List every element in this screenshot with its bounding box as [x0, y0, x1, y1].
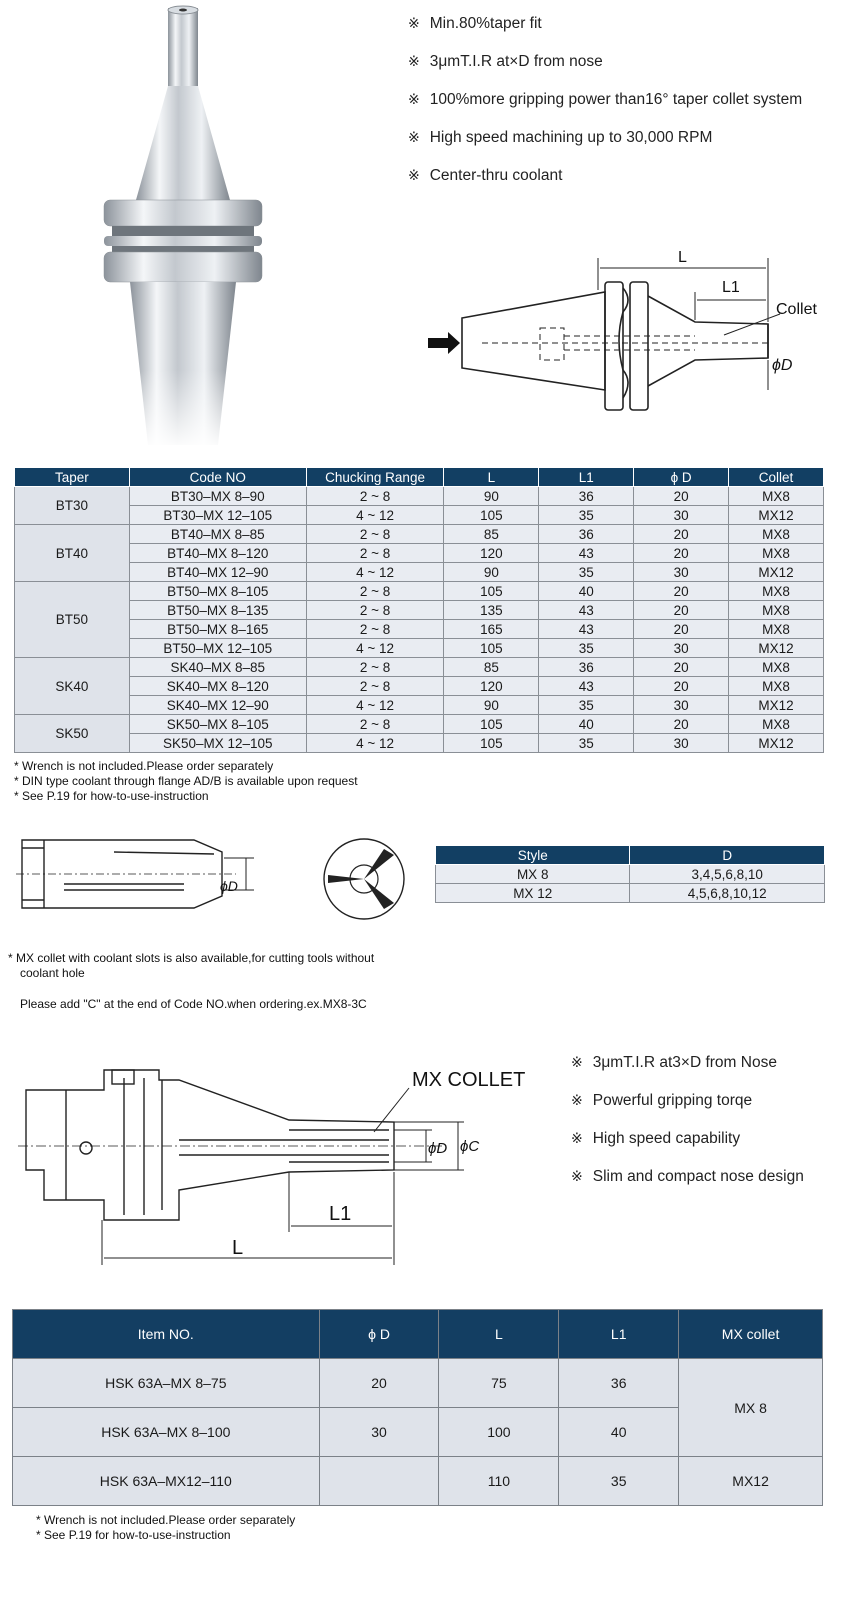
- table-cell: 3,4,5,6,8,10: [630, 865, 825, 884]
- phi-d-label: ϕD: [428, 1140, 448, 1157]
- column-header: Style: [436, 846, 630, 865]
- table-cell: 43: [539, 544, 634, 563]
- phi-d-label: ϕD: [772, 357, 793, 374]
- table-row: [15, 506, 824, 525]
- column-header: L: [444, 468, 539, 487]
- table-cell: 20: [634, 677, 729, 696]
- table-cell: MX 12: [436, 884, 630, 903]
- table-cell: BT50–MX 8–105: [129, 582, 306, 601]
- table-cell: 120: [444, 677, 539, 696]
- column-header: MX collet: [679, 1310, 823, 1359]
- table-row: [15, 563, 824, 582]
- table-row: [15, 677, 824, 696]
- table-cell: HSK 63A–MX 8–100: [13, 1408, 320, 1457]
- table-cell: MX8: [729, 582, 824, 601]
- table-cell: MX8: [729, 601, 824, 620]
- taper-cell: SK40: [15, 658, 130, 715]
- taper-cell: BT50: [15, 582, 130, 658]
- table-cell: HSK 63A–MX 8–75: [13, 1359, 320, 1408]
- table-cell: 100: [439, 1408, 559, 1457]
- table-cell: MX8: [729, 525, 824, 544]
- table-row: [15, 525, 824, 544]
- collet-style-table: [435, 845, 825, 903]
- feature-item: ※ Slim and compact nose design: [571, 1168, 804, 1185]
- taper-cell: SK50: [15, 715, 130, 753]
- table-cell: 40: [539, 582, 634, 601]
- dim-l-label: L: [232, 1237, 244, 1259]
- table-cell: MX12: [729, 506, 824, 525]
- table-cell: 43: [539, 620, 634, 639]
- table-cell: MX8: [729, 715, 824, 734]
- table-cell: 105: [444, 639, 539, 658]
- table-cell: 20: [634, 601, 729, 620]
- table-header-row: [15, 468, 824, 487]
- dim-l1-label: L1: [722, 279, 740, 296]
- table-cell: 2 ~ 8: [306, 525, 444, 544]
- footnote: * See P.19 for how-to-use-instruction: [14, 789, 209, 803]
- table-cell: 85: [444, 525, 539, 544]
- feature-item: ※ High speed machining up to 30,000 RPM: [408, 129, 713, 146]
- footnote: * See P.19 for how-to-use-instruction: [36, 1528, 231, 1542]
- column-header: ϕ D: [634, 468, 729, 487]
- hsk-spec-table: [12, 1309, 823, 1506]
- table-row: [13, 1359, 823, 1408]
- holder-dimension-diagram: [420, 240, 850, 430]
- column-header: L1: [539, 468, 634, 487]
- table-cell: 90: [444, 563, 539, 582]
- column-header: L1: [559, 1310, 679, 1359]
- table-cell: MX8: [729, 658, 824, 677]
- table-cell: BT30–MX 8–90: [129, 487, 306, 506]
- phi-d-label: ϕD: [220, 878, 238, 894]
- feature-item: ※ 3μmT.I.R at3×D from Nose: [571, 1054, 777, 1071]
- table-cell: BT30–MX 12–105: [129, 506, 306, 525]
- footnote: * MX collet with coolant slots is also available,for cutting tools without: [8, 951, 375, 965]
- table-cell: MX12: [729, 696, 824, 715]
- table-cell: 20: [634, 487, 729, 506]
- table-cell: MX12: [679, 1457, 823, 1506]
- collet-side-diagram: [14, 828, 264, 923]
- table-cell: 35: [539, 696, 634, 715]
- table-cell: 4 ~ 12: [306, 696, 444, 715]
- table-cell: 75: [439, 1359, 559, 1408]
- table-cell: 105: [444, 582, 539, 601]
- table-cell: 4 ~ 12: [306, 563, 444, 582]
- table-cell: 35: [539, 734, 634, 753]
- table-cell: MX12: [729, 734, 824, 753]
- table-cell: 20: [634, 715, 729, 734]
- table-row: [15, 734, 824, 753]
- table-cell: 36: [539, 525, 634, 544]
- table-cell: 30: [634, 563, 729, 582]
- table-cell: 2 ~ 8: [306, 601, 444, 620]
- table-cell: 135: [444, 601, 539, 620]
- table-cell: MX8: [729, 544, 824, 563]
- table-row: [15, 544, 824, 563]
- column-header: Collet: [729, 468, 824, 487]
- table-row: [15, 639, 824, 658]
- table-cell: 110: [439, 1457, 559, 1506]
- table-row: [15, 620, 824, 639]
- dim-l-label: L: [678, 249, 687, 266]
- feature-item: ※ Center-thru coolant: [408, 167, 563, 184]
- column-header: Chucking Range: [306, 468, 444, 487]
- column-header: L: [439, 1310, 559, 1359]
- table-cell: 35: [539, 506, 634, 525]
- taper-cell: BT30: [15, 487, 130, 525]
- table-cell: 43: [539, 601, 634, 620]
- feature-item: ※ 100%more gripping power than16° taper collet system: [408, 91, 803, 108]
- table-cell: 4 ~ 12: [306, 506, 444, 525]
- table-cell: SK40–MX 8–85: [129, 658, 306, 677]
- table-cell: MX8: [729, 677, 824, 696]
- table-row: [436, 884, 825, 903]
- feature-item: ※ High speed capability: [571, 1130, 741, 1147]
- table-cell: 20: [634, 544, 729, 563]
- table-row: [15, 658, 824, 677]
- table-row: [436, 865, 825, 884]
- table-cell: 30: [634, 734, 729, 753]
- table-cell: SK40–MX 8–120: [129, 677, 306, 696]
- feature-item: ※ Powerful gripping torqe: [571, 1092, 753, 1109]
- table-cell: BT50–MX 8–135: [129, 601, 306, 620]
- table-cell: 20: [319, 1359, 439, 1408]
- table-cell: 105: [444, 506, 539, 525]
- table-cell: SK40–MX 12–90: [129, 696, 306, 715]
- table-cell: 105: [444, 715, 539, 734]
- table-row: [15, 582, 824, 601]
- table-cell: MX8: [729, 620, 824, 639]
- table-cell: 20: [634, 582, 729, 601]
- table-cell: BT40–MX 12–90: [129, 563, 306, 582]
- mx-collet-label: MX COLLET: [412, 1069, 526, 1091]
- table-cell: 2 ~ 8: [306, 620, 444, 639]
- feature-item: ※ Min.80%taper fit: [408, 15, 542, 32]
- column-header: Code NO: [129, 468, 306, 487]
- table-cell: 2 ~ 8: [306, 487, 444, 506]
- table-cell: SK50–MX 8–105: [129, 715, 306, 734]
- footnote: coolant hole: [20, 966, 85, 980]
- table-cell: BT50–MX 8–165: [129, 620, 306, 639]
- table-cell: 2 ~ 8: [306, 582, 444, 601]
- table-cell: MX 8: [436, 865, 630, 884]
- hsk-holder-diagram: [14, 1060, 554, 1280]
- footnote: * DIN type coolant through flange AD/B is available upon request: [14, 774, 358, 788]
- table-cell: BT50–MX 12–105: [129, 639, 306, 658]
- table-cell: 90: [444, 696, 539, 715]
- table-cell: 20: [634, 658, 729, 677]
- collet-label: Collet: [776, 301, 817, 318]
- table-cell: 35: [559, 1457, 679, 1506]
- column-header: ϕ D: [319, 1310, 439, 1359]
- table-cell: BT40–MX 8–120: [129, 544, 306, 563]
- table-cell: 40: [539, 715, 634, 734]
- table-cell: 35: [539, 563, 634, 582]
- table-cell: MX12: [729, 639, 824, 658]
- footnote: Please add "C" at the end of Code NO.when ordering.ex.MX8-3C: [20, 997, 367, 1011]
- table-row: [15, 601, 824, 620]
- table-cell: 4 ~ 12: [306, 734, 444, 753]
- table-cell: 36: [559, 1359, 679, 1408]
- table-cell: MX12: [729, 563, 824, 582]
- table-cell: 30: [634, 696, 729, 715]
- table-cell: 40: [559, 1408, 679, 1457]
- table-cell: SK50–MX 12–105: [129, 734, 306, 753]
- feature-item: ※ 3μmT.I.R at×D from nose: [408, 53, 603, 70]
- phi-c-label: ϕC: [460, 1138, 480, 1155]
- table-cell: 20: [634, 620, 729, 639]
- toolholder-photo: [90, 0, 280, 450]
- table-header-row: [436, 846, 825, 865]
- column-header: Item NO.: [13, 1310, 320, 1359]
- taper-cell: BT40: [15, 525, 130, 582]
- table-cell: BT40–MX 8–85: [129, 525, 306, 544]
- table-header-row: [13, 1310, 823, 1359]
- table-cell: 4,5,6,8,10,12: [630, 884, 825, 903]
- holder-spec-table: [14, 467, 824, 753]
- table-row: [13, 1457, 823, 1506]
- table-cell: 43: [539, 677, 634, 696]
- table-cell: HSK 63A–MX12–110: [13, 1457, 320, 1506]
- table-cell: 20: [634, 525, 729, 544]
- table-cell: 165: [444, 620, 539, 639]
- table-row: [15, 487, 824, 506]
- table-cell: 105: [444, 734, 539, 753]
- table-cell: 30: [634, 639, 729, 658]
- table-cell: 4 ~ 12: [306, 639, 444, 658]
- table-cell: 30: [319, 1408, 439, 1457]
- table-cell: 30: [634, 506, 729, 525]
- table-cell: 35: [539, 639, 634, 658]
- table-row: [15, 715, 824, 734]
- table-cell: 2 ~ 8: [306, 658, 444, 677]
- column-header: D: [630, 846, 825, 865]
- table-cell: 90: [444, 487, 539, 506]
- table-cell: 2 ~ 8: [306, 715, 444, 734]
- table-cell: MX 8: [679, 1359, 823, 1457]
- table-cell: 36: [539, 487, 634, 506]
- table-cell: [319, 1457, 439, 1506]
- table-cell: 2 ~ 8: [306, 544, 444, 563]
- footnote: * Wrench is not included.Please order separately: [36, 1513, 296, 1527]
- column-header: Taper: [15, 468, 130, 487]
- table-cell: MX8: [729, 487, 824, 506]
- dim-l1-label: L1: [329, 1203, 352, 1225]
- table-cell: 85: [444, 658, 539, 677]
- table-cell: 2 ~ 8: [306, 677, 444, 696]
- table-cell: 120: [444, 544, 539, 563]
- collet-front-diagram: [318, 833, 410, 925]
- footnote: * Wrench is not included.Please order separately: [14, 759, 274, 773]
- table-cell: 36: [539, 658, 634, 677]
- table-row: [15, 696, 824, 715]
